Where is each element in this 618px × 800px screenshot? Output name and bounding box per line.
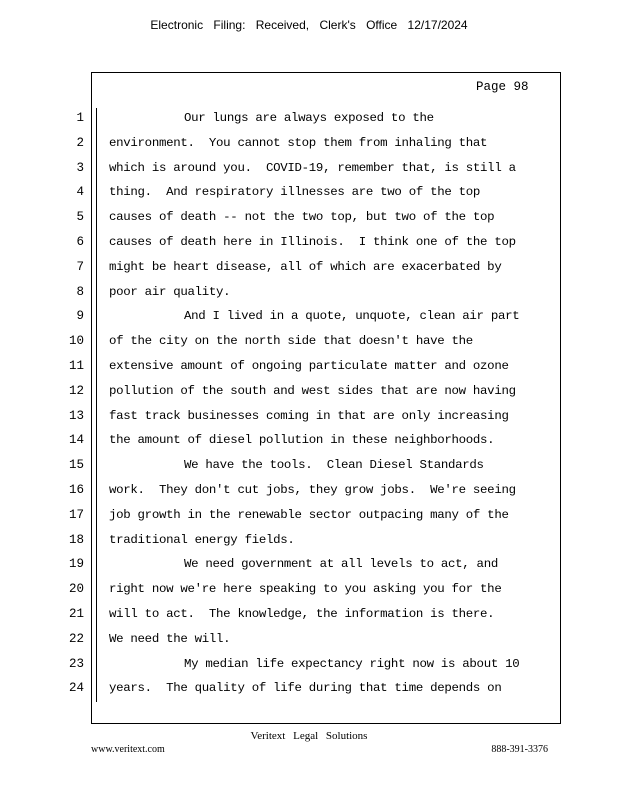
page-number: Page 98 xyxy=(476,80,529,94)
line-number: 7 xyxy=(76,259,84,274)
line-number: 16 xyxy=(68,482,84,497)
line-number: 10 xyxy=(68,334,84,349)
transcript-line: pollution of the south and west sides that are now having xyxy=(109,383,516,398)
transcript-line: extensive amount of ongoing particulate matter and ozone xyxy=(109,358,509,373)
line-number: 3 xyxy=(76,160,84,175)
line-number: 21 xyxy=(68,606,84,621)
transcript-line: right now we're here speaking to you asking you for the xyxy=(109,582,502,597)
transcript-line: of the city on the north side that doesn't have the xyxy=(109,334,473,349)
transcript-line: years. The quality of life during that time depends on xyxy=(109,681,502,696)
transcript-line: causes of death here in Illinois. I think one of the top xyxy=(109,234,516,249)
transcript-line: poor air quality. xyxy=(109,284,231,299)
line-number: 6 xyxy=(76,234,84,249)
line-number: 18 xyxy=(68,532,84,547)
transcript-line: We need government at all levels to act, and xyxy=(184,557,498,572)
transcript-line: the amount of diesel pollution in these neighborhoods. xyxy=(109,433,495,448)
line-number: 19 xyxy=(68,557,84,572)
transcript-line: environment. You cannot stop them from inhaling that xyxy=(109,135,488,150)
transcript-line: thing. And respiratory illnesses are two of the top xyxy=(109,185,481,200)
line-number-column xyxy=(60,110,84,705)
margin-rule xyxy=(96,108,97,702)
transcript-line: causes of death -- not the two top, but two of the top xyxy=(109,210,495,225)
line-number: 12 xyxy=(68,383,84,398)
footer-phone: 888-391-3376 xyxy=(491,744,548,755)
transcript-line: work. They don't cut jobs, they grow jobs. We're seeing xyxy=(109,482,516,497)
line-number: 13 xyxy=(68,408,84,423)
transcript-line: which is around you. COVID-19, remember that, is still a xyxy=(109,160,516,175)
line-number: 22 xyxy=(68,631,84,646)
transcript-line: might be heart disease, all of which are exacerbated by xyxy=(109,259,502,274)
line-number: 20 xyxy=(68,582,84,597)
transcript-line: We have the tools. Clean Diesel Standards xyxy=(184,458,484,473)
transcript-line: traditional energy fields. xyxy=(109,532,295,547)
footer-website: www.veritext.com xyxy=(91,744,165,755)
line-number: 24 xyxy=(68,681,84,696)
footer-company: Veritext Legal Solutions xyxy=(250,730,368,742)
transcript-line: job growth in the renewable sector outpacing many of the xyxy=(109,507,509,522)
line-number: 15 xyxy=(68,458,84,473)
line-number: 14 xyxy=(68,433,84,448)
transcript-line: We need the will. xyxy=(109,631,231,646)
line-number: 17 xyxy=(68,507,84,522)
transcript-body xyxy=(109,110,549,705)
line-number: 11 xyxy=(68,358,84,373)
line-number: 9 xyxy=(76,309,84,324)
transcript-line: will to act. The knowledge, the information is there. xyxy=(109,606,495,621)
line-number: 8 xyxy=(76,284,84,299)
line-number: 1 xyxy=(76,111,84,125)
line-number: 23 xyxy=(68,656,84,671)
line-number: 5 xyxy=(76,210,84,225)
transcript-line: Our lungs are always exposed to the xyxy=(184,111,434,125)
line-number: 2 xyxy=(76,135,84,150)
line-number: 4 xyxy=(76,185,84,200)
transcript-line: My median life expectancy right now is about 10 xyxy=(184,656,520,671)
transcript-line: And I lived in a quote, unquote, clean air part xyxy=(184,309,520,324)
transcript-line: fast track businesses coming in that are only increasing xyxy=(109,408,509,423)
filing-stamp-header: Electronic Filing: Received, Clerk's Office 12/17/2024 xyxy=(150,18,468,32)
